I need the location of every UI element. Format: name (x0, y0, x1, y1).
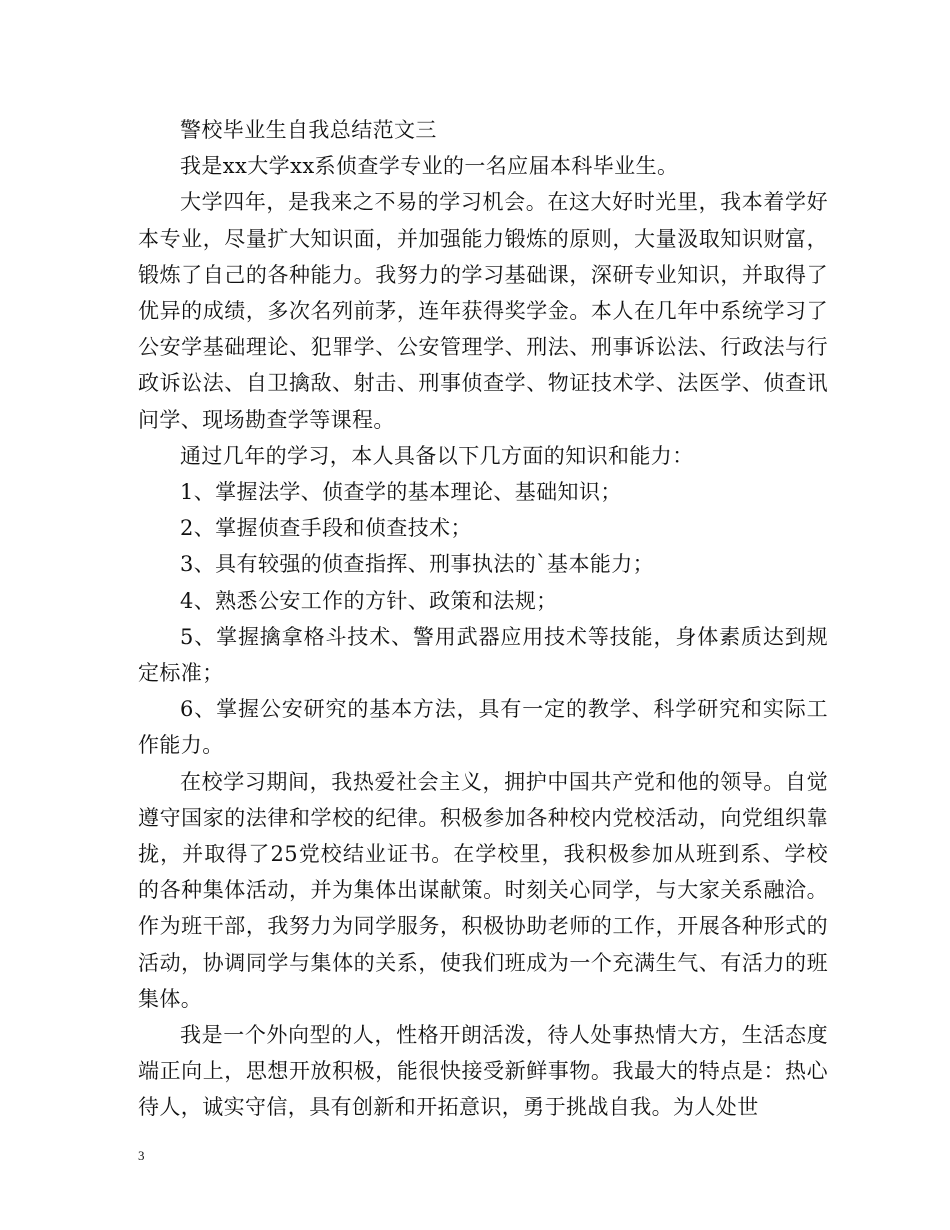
paragraph-campus-life: 在校学习期间，我热爱社会主义，拥护中国共产党和他的领导。自觉遵守国家的法律和学校的纪律。积极参加各种校内党校活动，向党组织靠拢，并取得了25党校结业证书。在学校里，我积极参加从班到系、学校的各种集体活动，并为集体出谋献策。时刻关心同学，与大家关系融洽。作为班干部，我努力为同学服务，积极协助老师的工作，开展各种形式的活动，协调同学与集体的关系，使我们班成为一个充满生气、有活力的班集体。 (138, 769, 828, 1011)
list-item-6: 6、掌握公安研究的基本方法，具有一定的教学、科学研究和实际工作能力。 (138, 697, 828, 758)
list-item-5: 5、掌握擒拿格斗技术、警用武器应用技术等技能，身体素质达到规定标准； (138, 624, 828, 686)
list-item-4: 4、熟悉公安工作的方针、政策和法规； (180, 588, 558, 613)
paragraph-abilities-intro: 通过几年的学习，本人具备以下几方面的知识和能力： (180, 443, 694, 468)
page-number: 3 (138, 1148, 145, 1163)
list-item-1: 1、掌握法学、侦查学的基本理论、基础知识； (180, 480, 622, 505)
paragraph-intro: 我是xx大学xx系侦查学专业的一名应届本科毕业生。 (180, 154, 679, 179)
list-item-3: 3、具有较强的侦查指挥、刑事执法的`基本能力； (180, 552, 655, 577)
document-body (138, 112, 828, 1126)
document-title: 警校毕业生自我总结范文三 (180, 118, 437, 142)
paragraph-university-years: 大学四年，是我来之不易的学习机会。在这大好时光里，我本着学好本专业，尽量扩大知识面，并加强能力锻炼的原则，大量汲取知识财富，锻炼了自己的各种能力。我努力的学习基础课，深研专业知识，并取得了优异的成绩，多次名列前茅，连年获得奖学金。本人在几年中系统学习了公安学基础理论、犯罪学、公安管理学、刑法、刑事诉讼法、行政法与行政诉讼法、自卫擒敌、射击、刑事侦查学、物证技术学、法医学、侦查讯问学、现场勘查学等课程。 (138, 190, 828, 432)
list-item-2: 2、掌握侦查手段和侦查技术； (180, 516, 472, 541)
paragraph-personality: 我是一个外向型的人，性格开朗活泼，待人处事热情大方，生活态度端正向上，思想开放积极，能很快接受新鲜事物。我最大的特点是：热心待人，诚实守信，具有创新和开拓意识，勇于挑战自我。为人处世 (138, 1023, 828, 1120)
